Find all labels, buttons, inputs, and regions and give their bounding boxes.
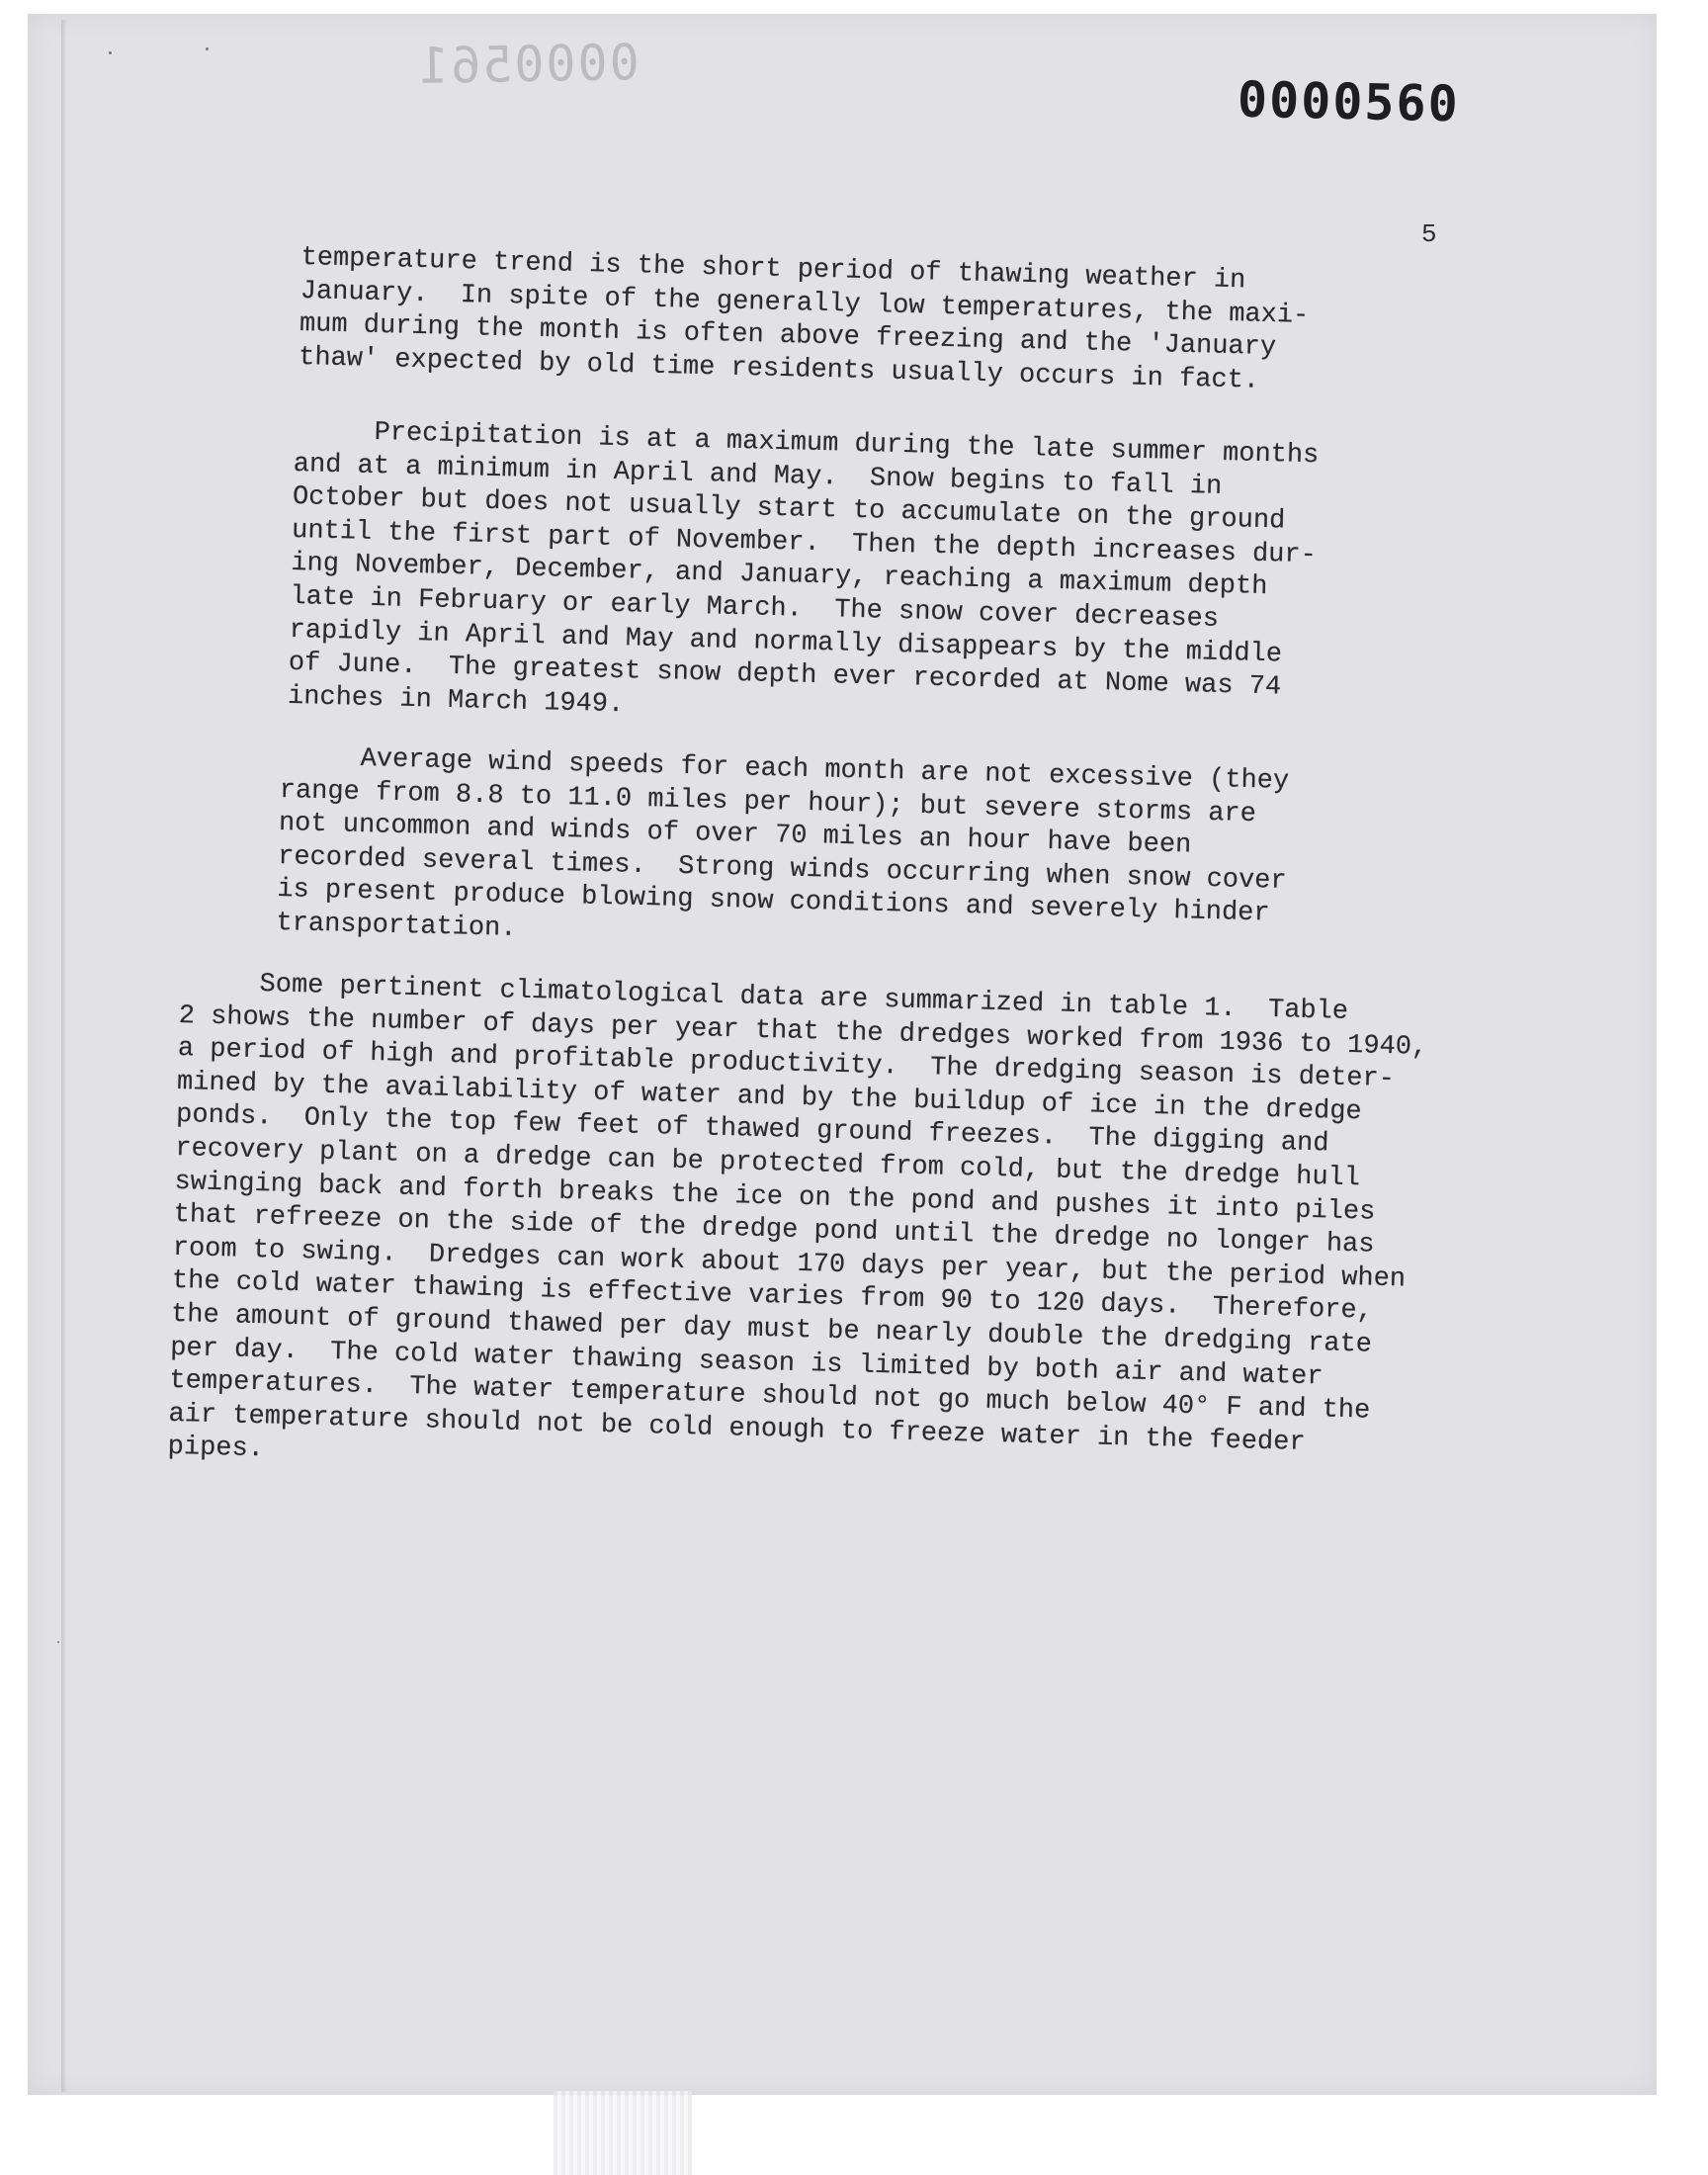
dust-speck (109, 51, 112, 54)
scanner-artifact (554, 2091, 692, 2175)
dust-speck (206, 47, 209, 50)
page-number: 5 (1421, 219, 1437, 249)
paragraph-temperature-thaw: temperature trend is the short period of thawing weather in January. In spite of the generally low temperatures, the maxi- mum during the month is often above freezing and the 'January thaw' expected by old time residents usually occurs in fact. (298, 242, 1310, 396)
document-number: 0000560 (1237, 70, 1461, 133)
dust-speck (57, 1641, 59, 1643)
paragraph-dredging-season: Some pertinent climatological data are summarized in table 1. Table 2 shows the number of days per year that the dredges worked from 1936 to 1940, a period of high and profitable productivity. The dredging season is deter- mined by the availability of water and by the buildup of ice in the dredge ponds. Only the top few feet of thawed ground freezes. The digging and recovery plant on a dredge can be protected from cold, but the dredge hull swinging back and forth breaks the ice on the pond and pushes it into piles that refreeze on the side of the dredge pond until the dredge no longer has room to swing. Dredges can work about 170 days per year, but the period when the cold water thawing is effective varies from 90 to 120 days. Therefore, the amount of ground thawed per day must be nearly double the dredging rate per day. The cold water thawing season is limited by both air and water temperatures. The water temperature should not go much below 40° F and the air temperature should not be cold enough to freeze water in the feeder pipes. (167, 967, 1428, 1465)
bleed-through-doc-number: 0000561 (416, 34, 640, 95)
paragraph-precipitation: Precipitation is at a maximum during the late summer months and at a minimum in April and May. Snow begins to fall in October but does not usually start to accumulate on the ground until the first part of November. Then the depth increases dur- ing November, December, and January, reaching a maximum depth late in February or early March. The snow cover decreases rapidly in April and May and normally disappears by the middle of June. The greatest snow depth ever recorded at Nome was 74 inches in March 1949. (287, 415, 1320, 720)
page-edge-shadow (61, 20, 67, 2092)
paragraph-wind: Average wind speeds for each month are not excessive (they range from 8.8 to 11.0 miles per hour); but severe storms are not uncommon and winds of over 70 miles an hour have been recorded several times. Strong winds occurring when snow cover is present produce blowing snow conditions and severely hinder transportation. (276, 741, 1290, 944)
